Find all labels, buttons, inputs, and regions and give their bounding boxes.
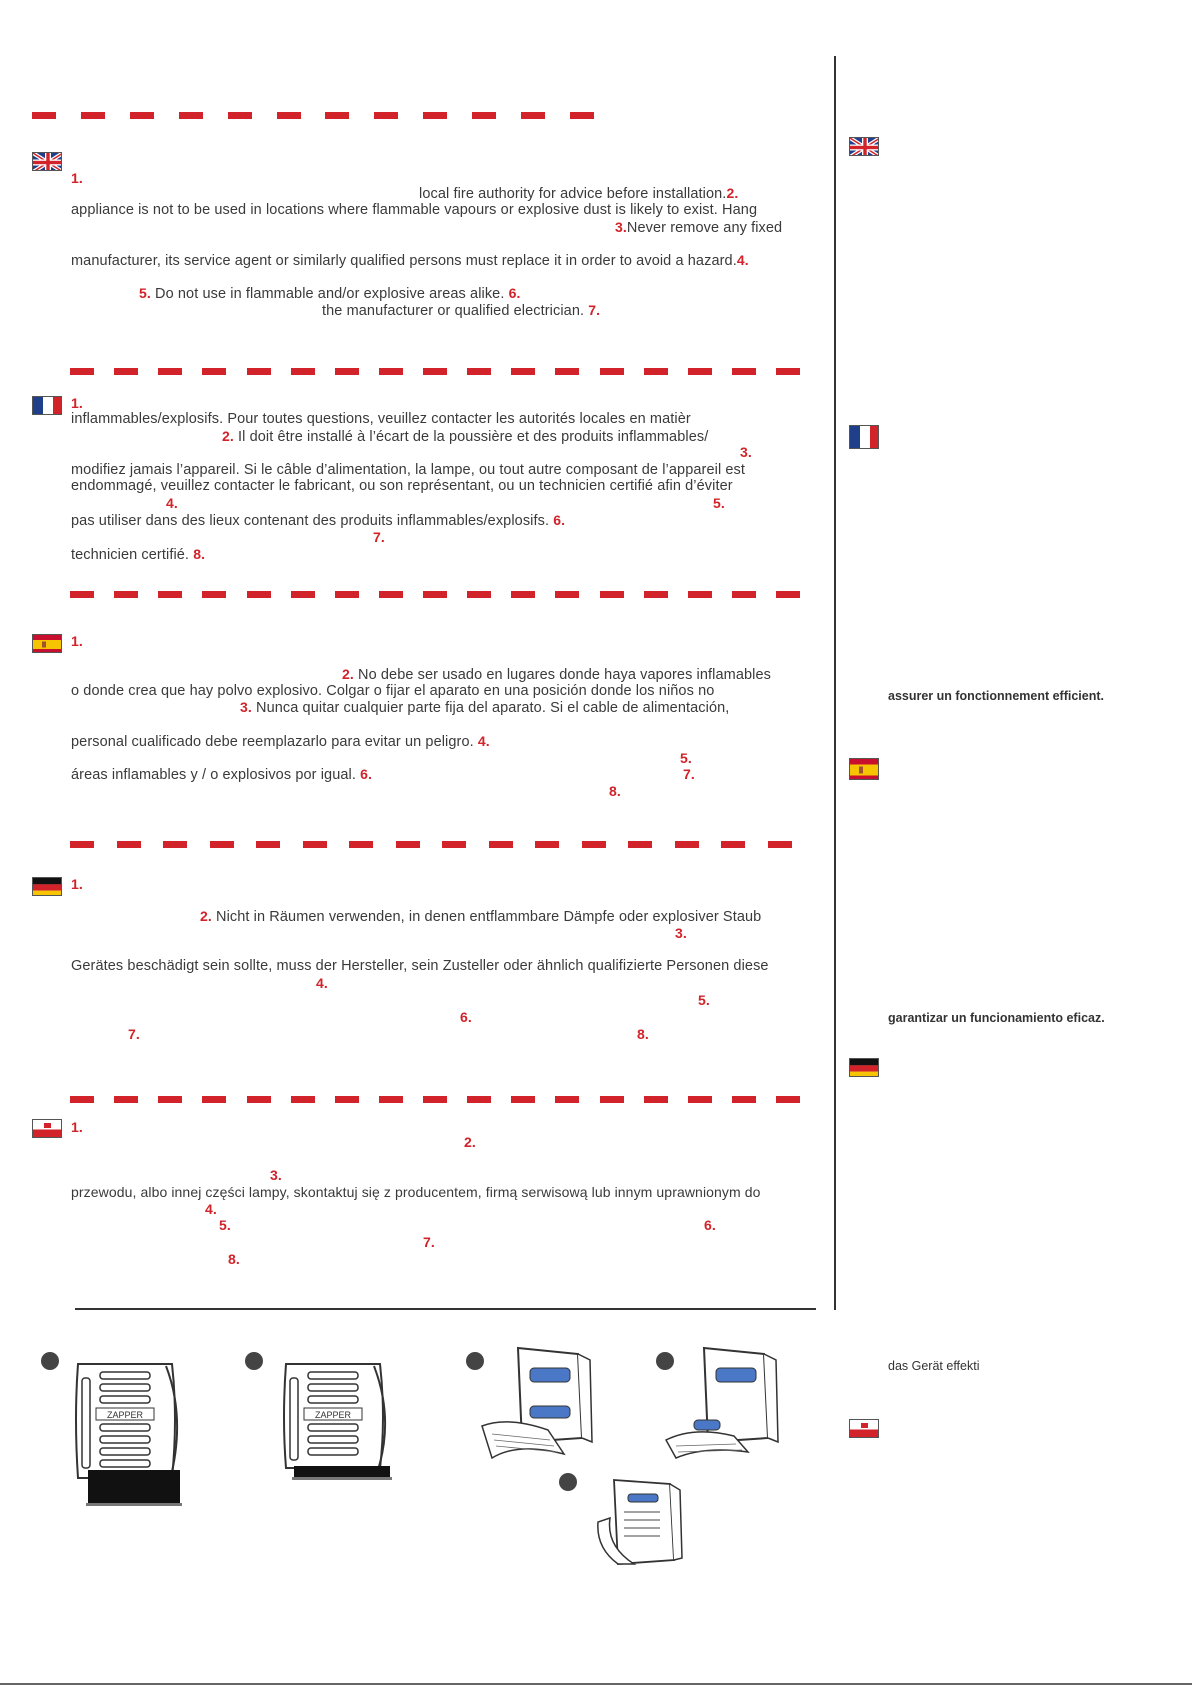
open-device-glueboard-inserted-illustration [664,1346,784,1461]
en-line-3: appliance is not to be used in locations where flammable vapours or explosive dust is likely to exist. Hang [71,202,758,218]
fr-line-11: technicien certifié. 8. [71,546,206,563]
column-divider [834,56,836,1310]
de-line-5: 4. [316,975,328,991]
pl-line-7: 6. [704,1217,716,1233]
fr-line-6: endommagé, veuillez contacter le fabricant, ou son représentant, ou un technicien certifié afin d’éviter [71,478,733,494]
en-line-7: the manufacturer or qualified electrician. 7. [322,302,601,319]
fr-line-3: 2. Il doit être installé à l’écart de la poussière et des produits inflammables/ [222,428,709,445]
pl-line-5: 4. [205,1201,217,1217]
en-line-5: manufacturer, its service agent or similarly qualified persons must replace it in order to avoid a hazard.4. [71,252,749,269]
es-line-5: personal cualificado debe reemplazarlo para evitar un peligro. 4. [71,733,490,750]
es-efficiency-note: garantizar un funcionamiento eficaz. [888,1011,1105,1025]
de-line-4: Gerätes beschädigt sein sollte, muss der Hersteller, sein Zusteller oder ähnlich qualifizierte Personen diese [71,958,769,974]
de-line-1: 1. [71,876,83,892]
france-flag-icon [849,425,879,449]
es-line-3: o donde crea que hay polvo explosivo. Colgar o fijar el aparato en una posición donde los niños no [71,683,715,699]
pl-line-1: 1. [71,1119,83,1135]
open-device-glueboard-illustration [478,1346,598,1461]
es-line-6: 5. [680,750,692,766]
separator-top [32,112,594,119]
de-line-7: 6. [460,1009,472,1025]
pl-line-8: 7. [423,1234,435,1250]
device-with-tray-illustration [70,1358,190,1508]
es-line-2: 2. No debe ser usado en lugares donde haya vapores inflamables [342,666,771,683]
fr-line-1: 1. [71,395,83,411]
es-line-9: 8. [609,783,621,799]
poland-flag-icon [849,1419,879,1438]
de-line-8: 7. [128,1026,140,1042]
de-line-3: 3. [675,925,687,941]
en-line-1: 1. [71,170,83,186]
fr-line-8: 5. [713,495,725,511]
closed-device-angled-illustration [594,1478,684,1566]
germany-flag-icon [849,1058,879,1077]
fr-efficiency-note: assurer un fonctionnement efficient. [888,689,1105,703]
brand-label: ZAPPER [314,1410,352,1420]
separator-de [70,841,792,848]
fr-line-7: 4. [166,495,178,511]
separator-es [70,591,800,598]
fr-line-4: 3. [740,444,752,460]
de-efficiency-note: das Gerät effekti [888,1359,980,1373]
step-marker [559,1473,577,1491]
es-line-8: 7. [683,766,695,782]
separator-fr [70,368,800,375]
en-line-2: local fire authority for advice before installation.2. [419,185,739,202]
separator-pl [70,1096,800,1103]
fr-line-2: inflammables/explosifs. Pour toutes questions, veuillez contacter les autorités locales en matièr [71,411,691,427]
spain-flag-icon [32,634,62,653]
pl-line-2: 2. [464,1134,476,1150]
germany-flag-icon [32,877,62,896]
pl-line-6: 5. [219,1217,231,1233]
uk-flag-icon [849,137,879,156]
spain-flag-icon [849,758,879,780]
france-flag-icon [32,396,62,415]
brand-label: ZAPPER [106,1410,144,1420]
de-line-6: 5. [698,992,710,1008]
uk-flag-icon [32,152,62,171]
pl-line-9: 8. [228,1251,240,1267]
fr-line-10: 7. [373,529,385,545]
en-line-6: 5. Do not use in flammable and/or explosive areas alike. 6. [139,285,521,302]
pl-line-4: przewodu, albo innej części lampy, skontaktuj się z producentem, firmą serwisową lub innym uprawnionym do [71,1184,761,1200]
pl-line-3: 3. [270,1167,282,1183]
step-marker [41,1352,59,1370]
de-line-9: 8. [637,1026,649,1042]
poland-flag-icon [32,1119,62,1138]
en-line-4: 3.Never remove any fixed [615,219,783,236]
es-line-7: áreas inflamables y / o explosivos por igual. 6. [71,766,372,783]
de-line-2: 2. Nicht in Räumen verwenden, in denen entflammbare Dämpfe oder explosiver Staub [200,908,762,925]
es-line-4: 3. Nunca quitar cualquier parte fija del aparato. Si el cable de alimentación, [240,699,730,716]
fr-line-5: modifiez jamais l’appareil. Si le câble d’alimentation, la lampe, ou tout autre composant de l’appareil est [71,462,746,478]
fr-line-9: pas utiliser dans des lieux contenant des produits inflammables/explosifs. 6. [71,512,566,529]
step-marker [245,1352,263,1370]
es-line-1: 1. [71,633,83,649]
section-divider [75,1308,816,1310]
device-tray-inserted-illustration [278,1358,398,1488]
